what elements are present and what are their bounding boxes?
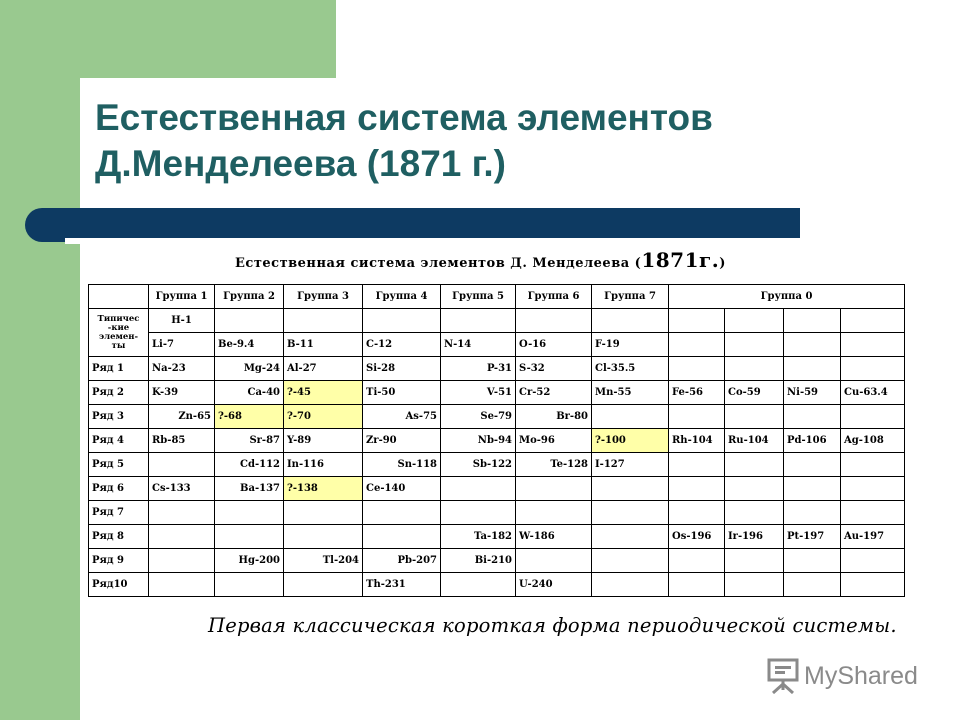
element-cell: Au-197 xyxy=(841,525,905,549)
element-cell xyxy=(669,573,725,597)
typical-elements-row xyxy=(89,309,905,333)
element-cell: Ce-140 xyxy=(363,477,441,501)
element-cell: Cu-63.4 xyxy=(841,381,905,405)
element-cell: N-14 xyxy=(441,333,516,357)
element-cell: Bi-210 xyxy=(441,549,516,573)
slide-title-line-1: Естественная система элементов xyxy=(95,97,713,138)
element-cell xyxy=(592,549,669,573)
series-row xyxy=(89,381,905,405)
element-cell xyxy=(669,549,725,573)
element-cell: Hg-200 xyxy=(215,549,284,573)
element-cell xyxy=(725,549,784,573)
column-header: Группа 6 xyxy=(516,285,592,309)
element-cell: Ca-40 xyxy=(215,381,284,405)
element-cell xyxy=(784,453,841,477)
series-label: Ряд10 xyxy=(89,573,149,597)
element-cell: Ba-137 xyxy=(215,477,284,501)
element-cell: Ti-50 xyxy=(363,381,441,405)
element-cell xyxy=(725,333,784,357)
element-cell xyxy=(669,501,725,525)
series-row xyxy=(89,573,905,597)
element-cell: Ir-196 xyxy=(725,525,784,549)
slide-title xyxy=(95,95,915,187)
element-cell: V-51 xyxy=(441,381,516,405)
element-cell: Cd-112 xyxy=(215,453,284,477)
element-cell xyxy=(592,309,669,333)
element-cell: C-12 xyxy=(363,333,441,357)
series-row xyxy=(89,549,905,573)
element-cell: Tl-204 xyxy=(284,549,363,573)
element-cell xyxy=(725,453,784,477)
element-cell xyxy=(841,357,905,381)
element-cell xyxy=(669,333,725,357)
series-label: Ряд 6 xyxy=(89,477,149,501)
element-cell xyxy=(841,309,905,333)
element-cell xyxy=(441,573,516,597)
element-cell xyxy=(284,573,363,597)
element-cell xyxy=(784,309,841,333)
element-cell xyxy=(669,477,725,501)
element-cell: Se-79 xyxy=(441,405,516,429)
element-cell xyxy=(592,405,669,429)
element-cell: Be-9.4 xyxy=(215,333,284,357)
element-cell: Pb-207 xyxy=(363,549,441,573)
element-cell: Ni-59 xyxy=(784,381,841,405)
element-cell: Nb-94 xyxy=(441,429,516,453)
column-header: Группа 4 xyxy=(363,285,441,309)
element-cell xyxy=(441,501,516,525)
series-row xyxy=(89,453,905,477)
element-cell xyxy=(784,477,841,501)
element-cell xyxy=(592,477,669,501)
element-cell xyxy=(725,405,784,429)
element-cell xyxy=(284,501,363,525)
element-cell: ?-138 xyxy=(284,477,363,501)
element-cell xyxy=(841,477,905,501)
element-cell: Sb-122 xyxy=(441,453,516,477)
element-cell xyxy=(592,525,669,549)
series-row xyxy=(89,429,905,453)
series-label: Ряд 2 xyxy=(89,381,149,405)
element-cell xyxy=(215,573,284,597)
element-cell xyxy=(149,453,215,477)
element-cell xyxy=(516,309,592,333)
element-cell: Zr-90 xyxy=(363,429,441,453)
column-header: Группа 7 xyxy=(592,285,669,309)
element-cell xyxy=(149,525,215,549)
element-cell xyxy=(725,357,784,381)
typical-elements-row xyxy=(89,333,905,357)
element-cell: Th-231 xyxy=(363,573,441,597)
element-cell: Ru-104 xyxy=(725,429,784,453)
element-cell xyxy=(149,501,215,525)
element-cell: In-116 xyxy=(284,453,363,477)
element-cell: Co-59 xyxy=(725,381,784,405)
element-cell xyxy=(725,309,784,333)
series-row xyxy=(89,357,905,381)
myshared-logo xyxy=(766,658,918,694)
series-label: Ряд 8 xyxy=(89,525,149,549)
series-label: Ряд 7 xyxy=(89,501,149,525)
table-caption-text: Естественная система элементов Д. Менделеева ( xyxy=(235,256,642,271)
element-cell: W-186 xyxy=(516,525,592,549)
element-cell xyxy=(441,477,516,501)
element-cell: Br-80 xyxy=(516,405,592,429)
element-cell: Mo-96 xyxy=(516,429,592,453)
element-cell xyxy=(725,573,784,597)
series-label: Ряд 9 xyxy=(89,549,149,573)
top-green-band xyxy=(80,0,336,78)
column-header: Группа 0 xyxy=(669,285,905,309)
series-row xyxy=(89,525,905,549)
left-green-band xyxy=(0,0,80,720)
element-cell: H-1 xyxy=(149,309,215,333)
element-cell: ?-68 xyxy=(215,405,284,429)
element-cell xyxy=(149,573,215,597)
element-cell xyxy=(841,405,905,429)
element-cell xyxy=(841,573,905,597)
element-cell: Rh-104 xyxy=(669,429,725,453)
element-cell: As-75 xyxy=(363,405,441,429)
title-bar-notch xyxy=(65,238,805,244)
element-cell xyxy=(516,501,592,525)
element-cell xyxy=(363,501,441,525)
element-cell xyxy=(516,477,592,501)
element-cell xyxy=(725,477,784,501)
element-cell xyxy=(215,309,284,333)
column-header: Группа 3 xyxy=(284,285,363,309)
series-label: Ряд 4 xyxy=(89,429,149,453)
element-cell xyxy=(784,549,841,573)
element-cell xyxy=(363,309,441,333)
series-row xyxy=(89,501,905,525)
element-cell: Cl-35.5 xyxy=(592,357,669,381)
element-cell: Sr-87 xyxy=(215,429,284,453)
table-header-row xyxy=(89,285,905,309)
element-cell: Os-196 xyxy=(669,525,725,549)
element-cell xyxy=(215,501,284,525)
element-cell: Mg-24 xyxy=(215,357,284,381)
element-cell xyxy=(149,549,215,573)
element-cell: Al-27 xyxy=(284,357,363,381)
element-cell xyxy=(592,501,669,525)
series-row xyxy=(89,477,905,501)
element-cell xyxy=(784,333,841,357)
element-cell: Fe-56 xyxy=(669,381,725,405)
element-cell xyxy=(841,453,905,477)
element-cell xyxy=(784,501,841,525)
element-cell: I-127 xyxy=(592,453,669,477)
table-caption-year: 1871г. xyxy=(641,248,720,272)
table-caption xyxy=(235,248,795,272)
table-caption-close: ) xyxy=(719,256,726,271)
element-cell: Mn-55 xyxy=(592,381,669,405)
element-cell: Rb-85 xyxy=(149,429,215,453)
element-cell xyxy=(784,573,841,597)
element-cell: ?-45 xyxy=(284,381,363,405)
element-cell: Pt-197 xyxy=(784,525,841,549)
element-cell: Ag-108 xyxy=(841,429,905,453)
element-cell xyxy=(363,525,441,549)
column-header: Группа 2 xyxy=(215,285,284,309)
series-label: Ряд 3 xyxy=(89,405,149,429)
element-cell: P-31 xyxy=(441,357,516,381)
series-label: Ряд 1 xyxy=(89,357,149,381)
element-cell xyxy=(669,357,725,381)
typical-elements-label: Типичес -кие элемен- ты xyxy=(89,309,149,357)
element-cell: ?-70 xyxy=(284,405,363,429)
element-cell xyxy=(215,525,284,549)
title-underline-bar xyxy=(25,208,800,242)
header-corner-cell xyxy=(89,285,149,309)
column-header: Группа 1 xyxy=(149,285,215,309)
element-cell xyxy=(841,501,905,525)
element-cell xyxy=(669,309,725,333)
slide-title-line-2: Д.Менделеева (1871 г.) xyxy=(95,143,506,184)
element-cell xyxy=(669,453,725,477)
element-cell: B-11 xyxy=(284,333,363,357)
element-cell xyxy=(592,573,669,597)
element-cell: Cs-133 xyxy=(149,477,215,501)
element-cell: O-16 xyxy=(516,333,592,357)
element-cell: S-32 xyxy=(516,357,592,381)
element-cell: U-240 xyxy=(516,573,592,597)
element-cell xyxy=(669,405,725,429)
logo-text: MyShared xyxy=(804,661,918,690)
element-cell: Pd-106 xyxy=(784,429,841,453)
element-cell: F-19 xyxy=(592,333,669,357)
element-cell xyxy=(841,333,905,357)
element-cell xyxy=(441,309,516,333)
element-cell xyxy=(725,501,784,525)
element-cell: Si-28 xyxy=(363,357,441,381)
mendeleev-table xyxy=(88,284,905,597)
element-cell xyxy=(784,405,841,429)
element-cell xyxy=(284,525,363,549)
element-cell xyxy=(784,357,841,381)
element-cell xyxy=(841,549,905,573)
column-header: Группа 5 xyxy=(441,285,516,309)
element-cell: Y-89 xyxy=(284,429,363,453)
element-cell: Ta-182 xyxy=(441,525,516,549)
element-cell xyxy=(284,309,363,333)
element-cell: Na-23 xyxy=(149,357,215,381)
element-cell: Cr-52 xyxy=(516,381,592,405)
element-cell: Li-7 xyxy=(149,333,215,357)
series-label: Ряд 5 xyxy=(89,453,149,477)
element-cell: K-39 xyxy=(149,381,215,405)
element-cell: ?-100 xyxy=(592,429,669,453)
table-subcaption: Первая классическая короткая форма периодической системы. xyxy=(208,614,897,637)
element-cell: Te-128 xyxy=(516,453,592,477)
element-cell: Zn-65 xyxy=(149,405,215,429)
element-cell xyxy=(516,549,592,573)
series-row xyxy=(89,405,905,429)
element-cell: Sn-118 xyxy=(363,453,441,477)
slideshow-board-icon xyxy=(766,658,800,694)
